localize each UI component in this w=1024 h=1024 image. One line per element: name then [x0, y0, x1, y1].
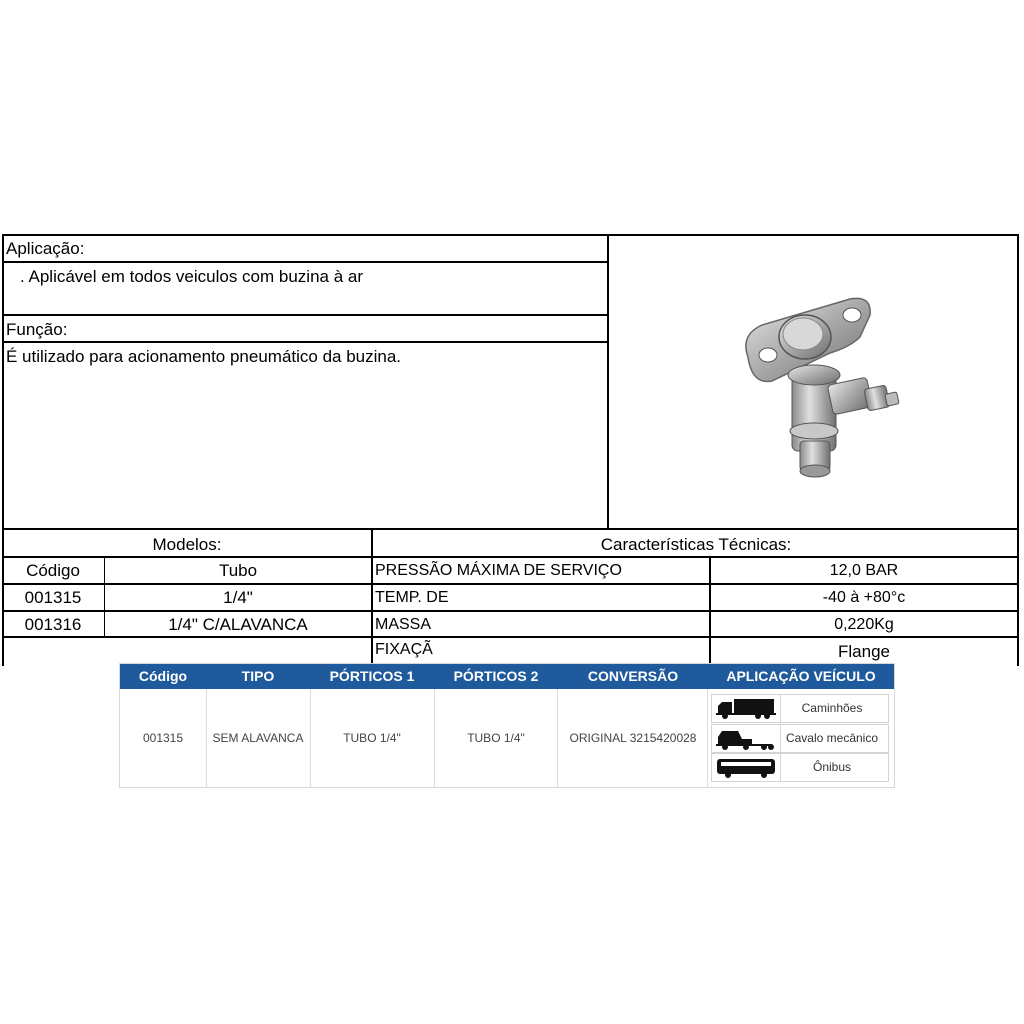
- header-aplicacao-veiculo: APLICAÇÃO VEÍCULO: [726, 668, 876, 684]
- spec-name: PRESSÃO MÁXIMA DE SERVIÇO: [375, 562, 622, 579]
- modelo-row-tubo: 1/4" C/ALAVANCA: [168, 615, 308, 634]
- funcao-label: Função:: [6, 320, 68, 339]
- pneumatic-valve-image: [700, 285, 930, 495]
- vehicle-row-cavalo-mecanico: [711, 724, 889, 753]
- header-codigo: Código: [138, 668, 188, 684]
- aplicacao-text: . Aplicável em todos veiculos com buzina à ar: [20, 267, 364, 286]
- modelos-header-codigo: Código: [26, 561, 80, 580]
- spec-value: -40 à +80°c: [822, 589, 906, 606]
- funcao-text: É utilizado para acionamento pneumático da buzina.: [6, 347, 402, 366]
- vehicle-label: Caminhões: [801, 701, 863, 715]
- modelo-row-codigo: 001315: [24, 588, 82, 607]
- spec-value: Flange: [838, 642, 890, 661]
- vehicle-row-truck: [711, 694, 889, 723]
- vehicle-row-onibus: [711, 753, 889, 782]
- spec-name: MASSA: [375, 616, 432, 633]
- modelos-title: Modelos:: [152, 535, 222, 554]
- modelos-header-tubo: Tubo: [218, 561, 258, 580]
- spec-value: 12,0 BAR: [829, 562, 899, 579]
- header-conversao: CONVERSÃO: [587, 668, 679, 684]
- spec-name: FIXAÇÃ: [375, 641, 433, 658]
- vehicle-label: Ônibus: [812, 760, 852, 774]
- tractor-trailer-icon: [712, 725, 780, 752]
- aplicacao-label: Aplicação:: [6, 239, 85, 258]
- cell-codigo: 001315: [142, 731, 184, 745]
- cell-conversao: ORIGINAL 3215420028: [569, 731, 697, 745]
- spec-name: TEMP. DE: [375, 589, 449, 606]
- spec-value: 0,220Kg: [834, 616, 894, 633]
- modelo-row-tubo: 1/4": [223, 588, 253, 607]
- caracteristicas-title: Características Técnicas:: [600, 535, 792, 554]
- cell-porticos-1: TUBO 1/4": [343, 731, 401, 745]
- bus-icon: [712, 754, 780, 781]
- truck-icon: [712, 695, 780, 722]
- header-porticos-1: PÓRTICOS 1: [329, 668, 415, 684]
- header-tipo: TIPO: [241, 668, 275, 684]
- vehicle-label: Cavalo mecânico: [785, 731, 879, 745]
- header-porticos-2: PÓRTICOS 2: [453, 668, 539, 684]
- modelo-row-codigo: 001316: [24, 615, 82, 634]
- cell-porticos-2: TUBO 1/4": [467, 731, 525, 745]
- cell-tipo: SEM ALAVANCA: [212, 731, 304, 745]
